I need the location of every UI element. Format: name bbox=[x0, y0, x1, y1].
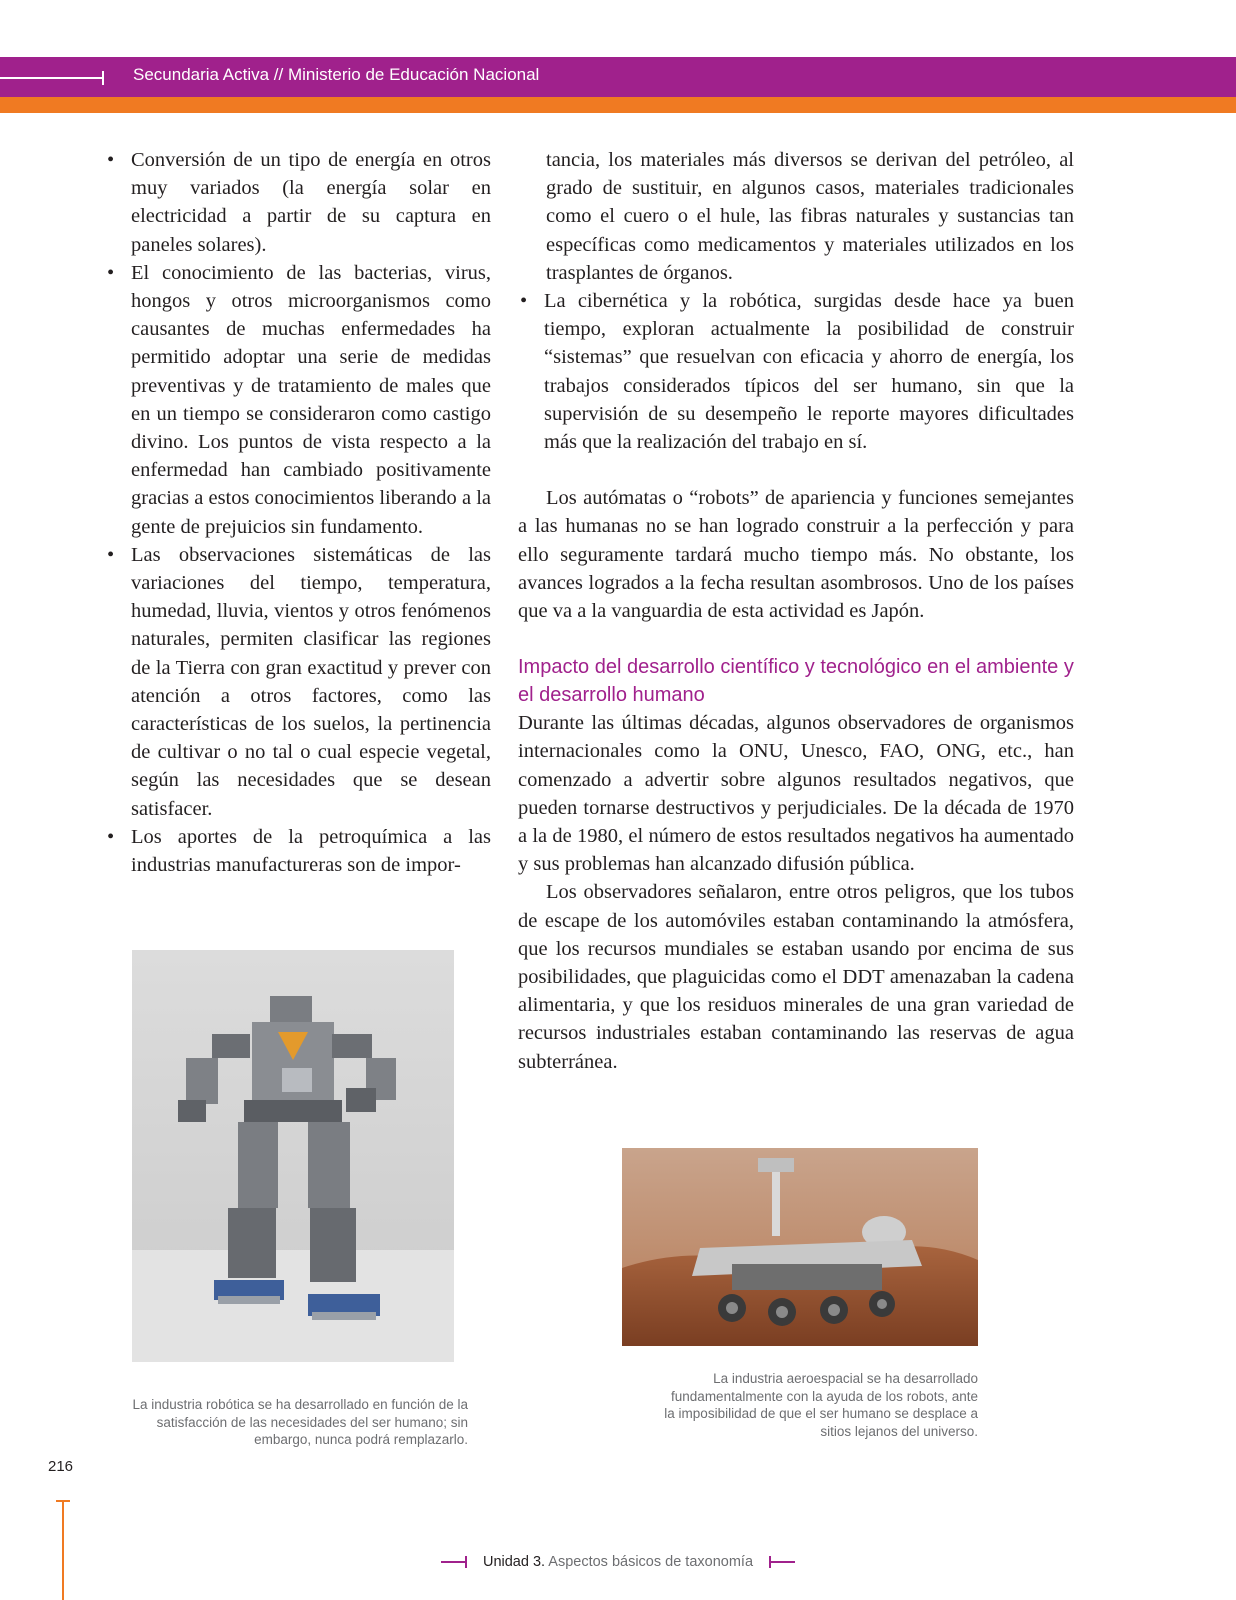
robots-paragraph: Los autómatas o “robots” de apariencia y funciones semejantes a las humanas no se han logrado construir a la perfección y para ello seguramente tardará mucho tiempo más. No obstante, los avances logrados a la fecha resultan asombrosos. Uno de los países que va a la vanguardia de esta actividad es Japón. bbox=[518, 487, 1074, 623]
footer-rule-right bbox=[769, 1561, 795, 1563]
margin-rule bbox=[62, 1500, 64, 1600]
body-paragraph: Los observadores señalaron, entre otros peligros, que los tubos de escape de los automóviles estaban contaminando la atmósfera, que los recursos mundiales se estaban usando por encima de sus posibilidades, que plaguicidas como el DDT amenazaban la cadena alimentaria, y que los residuos minerales de una gran variedad de recursos industriales estaban contaminando las reservas de agua subterránea. bbox=[518, 881, 1074, 1073]
header-title: Secundaria Activa // Ministerio de Educación Nacional bbox=[133, 65, 540, 84]
rover-caption: La industria aeroespacial se ha desarrollado fundamentalmente con la ayuda de los robots, ante la imposibilidad de que el ser humano se desplace a sitios lejanos del universo. bbox=[664, 1371, 978, 1439]
left-bullet-list bbox=[105, 146, 491, 879]
right-bullet-list bbox=[518, 287, 1074, 456]
spacer bbox=[518, 625, 1074, 653]
page-number: 216 bbox=[48, 1458, 74, 1475]
list-item: • Conversión de un tipo de energía en otros muy variados (la energía solar en electricidad a partir de su captura en paneles solares). bbox=[105, 146, 491, 259]
robot-photo bbox=[132, 950, 454, 1362]
rover-photo bbox=[622, 1148, 978, 1346]
footer bbox=[0, 1554, 1236, 1570]
header-accent-band bbox=[0, 97, 1236, 113]
list-item: • El conocimiento de las bacterias, virus, hongos y otros microorganismos como causantes de muchas enfermedades ha permitido adoptar una serie de medidas preventivas y de tratamiento de males que en un tiempo se consideraron como castigo divino. Los puntos de vista respecto a la enfermedad han cambiado positivamente gracias a estos conocimientos liberando a la gente de prejuicios sin fundamento. bbox=[105, 259, 491, 541]
section-heading: Impacto del desarrollo científico y tecnológico en el ambiente y el desarrollo humano bbox=[518, 656, 1074, 707]
list-item: • La cibernética y la robótica, surgidas desde hace ya buen tiempo, exploran actualmente la posibilidad de construir “sistemas” que resuelvan con eficacia y ahorro de energía, los trabajos considerados típicos del ser humano, sin que la supervisión de su desempeño le reporte mayores dificultades más que la realización del trabajo en sí. bbox=[518, 287, 1074, 456]
right-column bbox=[518, 146, 1074, 1076]
footer-text bbox=[483, 1554, 757, 1570]
footer-rule-left bbox=[441, 1561, 467, 1563]
robot-caption: La industria robótica se ha desarrollado en función de la satisfacción de las necesidades del ser humano; sin embargo, nunca podrá remplazarlo. bbox=[132, 1397, 468, 1447]
header-rule bbox=[0, 77, 104, 79]
header-rule-tick bbox=[102, 71, 104, 85]
spacer bbox=[518, 456, 1074, 484]
body-paragraph: Durante las últimas décadas, algunos observadores de organismos internacionales como la ONU, Unesco, FAO, ONG, etc., han comenzado a advertir sobre algunos resultados negativos, que pueden tornarse destructivos y perjudiciales. De la década de 1970 a la de 1980, el número de estos resultados negativos ha aumentado y sus problemas han alcanzado difusión pública. bbox=[518, 712, 1074, 876]
list-item: • Los aportes de la petroquímica a las industrias manufactureras son de impor- bbox=[105, 823, 491, 879]
footer-unit: Unidad 3. bbox=[482, 1554, 546, 1571]
left-column bbox=[105, 146, 491, 879]
continuation-paragraph: tancia, los materiales más diversos se derivan del petróleo, al grado de sustituir, en algunos casos, materiales tradicionales como el cuero o el hule, las fibras naturales y sustancias tan específicas como medicamentos y materiales utilizados en los trasplantes de órganos. bbox=[546, 149, 1074, 284]
footer-title: Aspectos básicos de taxonomía bbox=[548, 1554, 754, 1571]
list-item: • Las observaciones sistemáticas de las variaciones del tiempo, temperatura, humedad, lluvia, vientos y otros fenómenos naturales, permiten clasificar las regiones de la Tierra con gran exactitud y prever con atención a otros factores, como las características de los suelos, la pertinencia de cultivar o no tal o cual especie vegetal, según las necesidades que se desean satisfacer. bbox=[105, 541, 491, 823]
